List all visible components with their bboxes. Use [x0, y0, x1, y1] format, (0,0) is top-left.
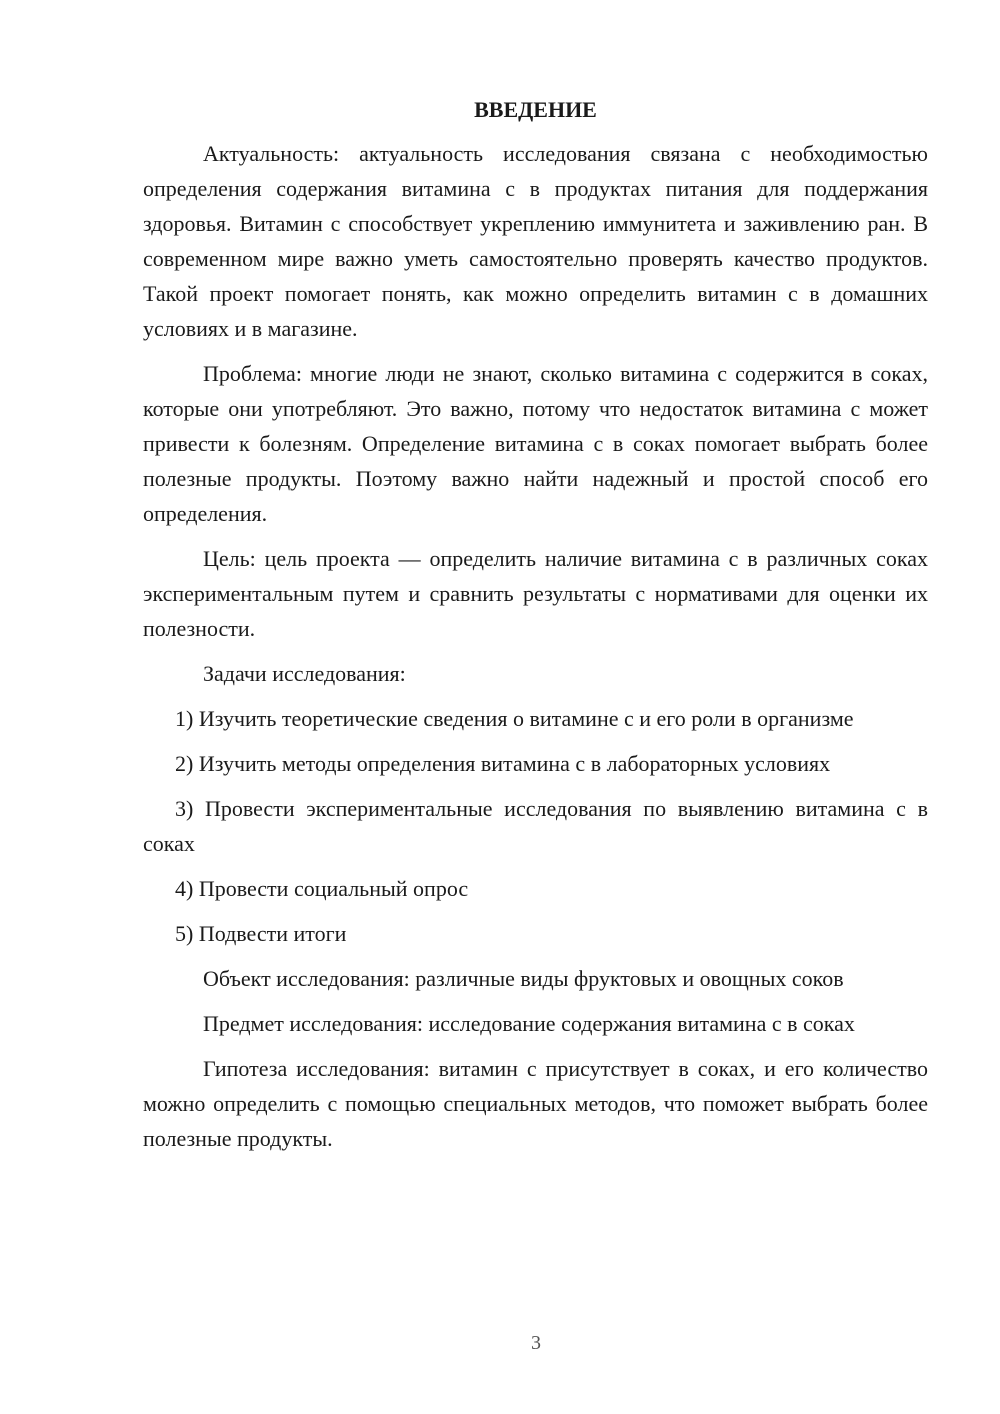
relevance-paragraph: Актуальность: актуальность исследования связана с необходимостью определения содержания витамина с в продуктах питания для поддержания здоровья. Витамин с способствует укреплению иммунитета и заживлению ран. В современном мире важно уметь самостоятельно проверять качество продуктов. Такой проект помогает понять, как можно определить витамин с в домашних условиях и в магазине. [143, 141, 928, 341]
problem-paragraph: Проблема: многие люди не знают, сколько витамина с содержится в соках, которые они употребляют. Это важно, потому что недостаток витамина с может привести к болезням. Определение витамина с в соках помогает выбрать более полезные продукты. Поэтому важно найти надежный и простой способ его определения. [143, 361, 928, 526]
hypothesis-paragraph: Гипотеза исследования: витамин с присутствует в соках, и его количество можно определить с помощью специальных методов, что поможет выбрать более полезные продукты. [143, 1056, 928, 1151]
object-paragraph: Объект исследования: различные виды фруктовых и овощных соков [203, 966, 844, 991]
tasks-heading: Задачи исследования: [203, 661, 406, 686]
task-item-3: 3) Провести экспериментальные исследования по выявлению витамина с в соках [143, 796, 928, 856]
page-number: 3 [531, 1332, 541, 1354]
section-title: ВВЕДЕНИЕ [474, 97, 597, 122]
document-page [143, 95, 928, 1166]
task-item-2: 2) Изучить методы определения витамина с в лабораторных условиях [175, 751, 831, 776]
subject-paragraph: Предмет исследования: исследование содержания витамина с в соках [203, 1011, 855, 1036]
goal-paragraph: Цель: цель проекта — определить наличие витамина с в различных соках экспериментальным путем и сравнить результаты с нормативами для оценки их полезности. [143, 546, 928, 641]
task-item-5: 5) Подвести итоги [175, 921, 347, 946]
task-item-1: 1) Изучить теоретические сведения о витамине с и его роли в организме [175, 706, 854, 731]
task-item-4: 4) Провести социальный опрос [175, 876, 469, 901]
